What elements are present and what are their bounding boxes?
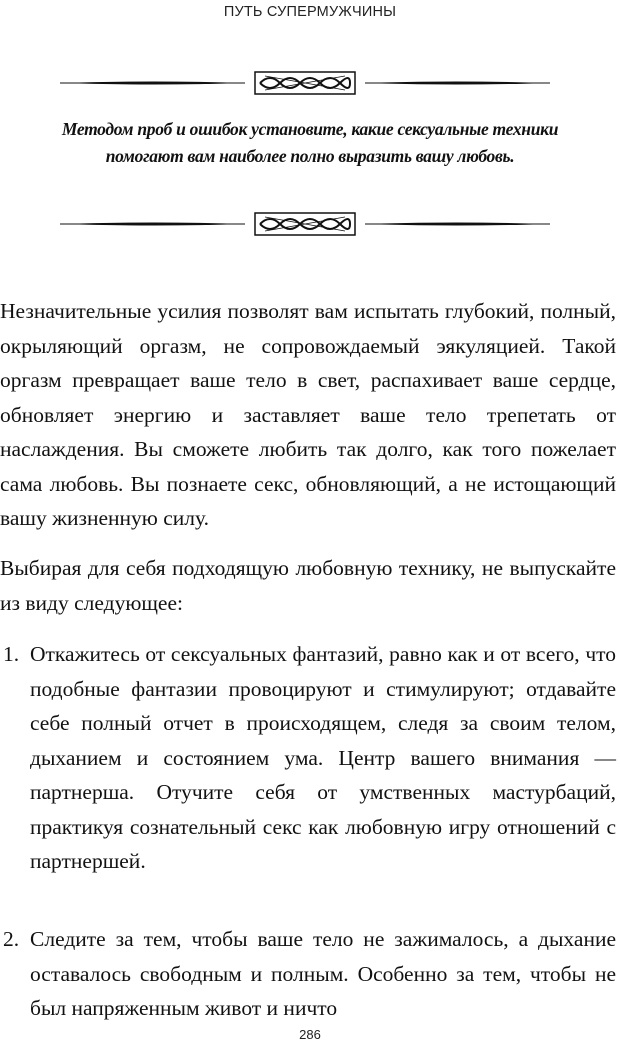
body-paragraph-2: Выбирая для себя подходящую любовную технику, не выпускайте из виду следующее: xyxy=(0,556,616,615)
list-item-text: Следите за тем, чтобы ваше тело не зажималось, а дыхание оставалось свободным и полным. Особенно за тем, чтобы не был напряженным живот и ничто xyxy=(30,927,616,1020)
list-item-number: 2. xyxy=(3,927,20,951)
page-number: 286 xyxy=(299,1027,321,1042)
ornament-divider-top xyxy=(55,70,555,96)
running-title: ПУТЬ СУПЕРМУЖЧИНЫ xyxy=(223,4,397,20)
body-paragraph-1: Незначительные усилия позволят вам испытать глубокий, полный, окрыляющий оргазм, не сопровождаемый эякуляцией. Такой оргазм превращает ваше тело в свет, распахивает ваше сердце, обновляет энергию и заставляет ваше тело трепетать от наслаждения. Вы сможете любить так долго, как того пожелает сама любовь. Вы познаете секс, обновляющий, а не истощающий вашу жизненную силу. xyxy=(0,299,616,530)
list-item-text: Откажитесь от сексуальных фантазий, равно как и от всего, что подобные фантазии провоцируют и стимулируют; отдавайте себе полный отчет в происходящем, следя за своим телом, дыханием и состоянием ума. Центр вашего внимания — партнерша. Отучите себя от умственных мастурбаций, практикуя сознательный секс как любовную игру отношений с партнершей. xyxy=(30,642,616,873)
list-item-2 xyxy=(0,922,616,1026)
ornament-divider-bottom xyxy=(55,211,555,237)
list-item-number: 1. xyxy=(3,642,20,666)
epigraph: Методом проб и ошибок установите, какие сексуальные техники помогают вам наиболее полно выразить вашу любовь. xyxy=(61,119,559,166)
list-item-1 xyxy=(0,637,616,879)
